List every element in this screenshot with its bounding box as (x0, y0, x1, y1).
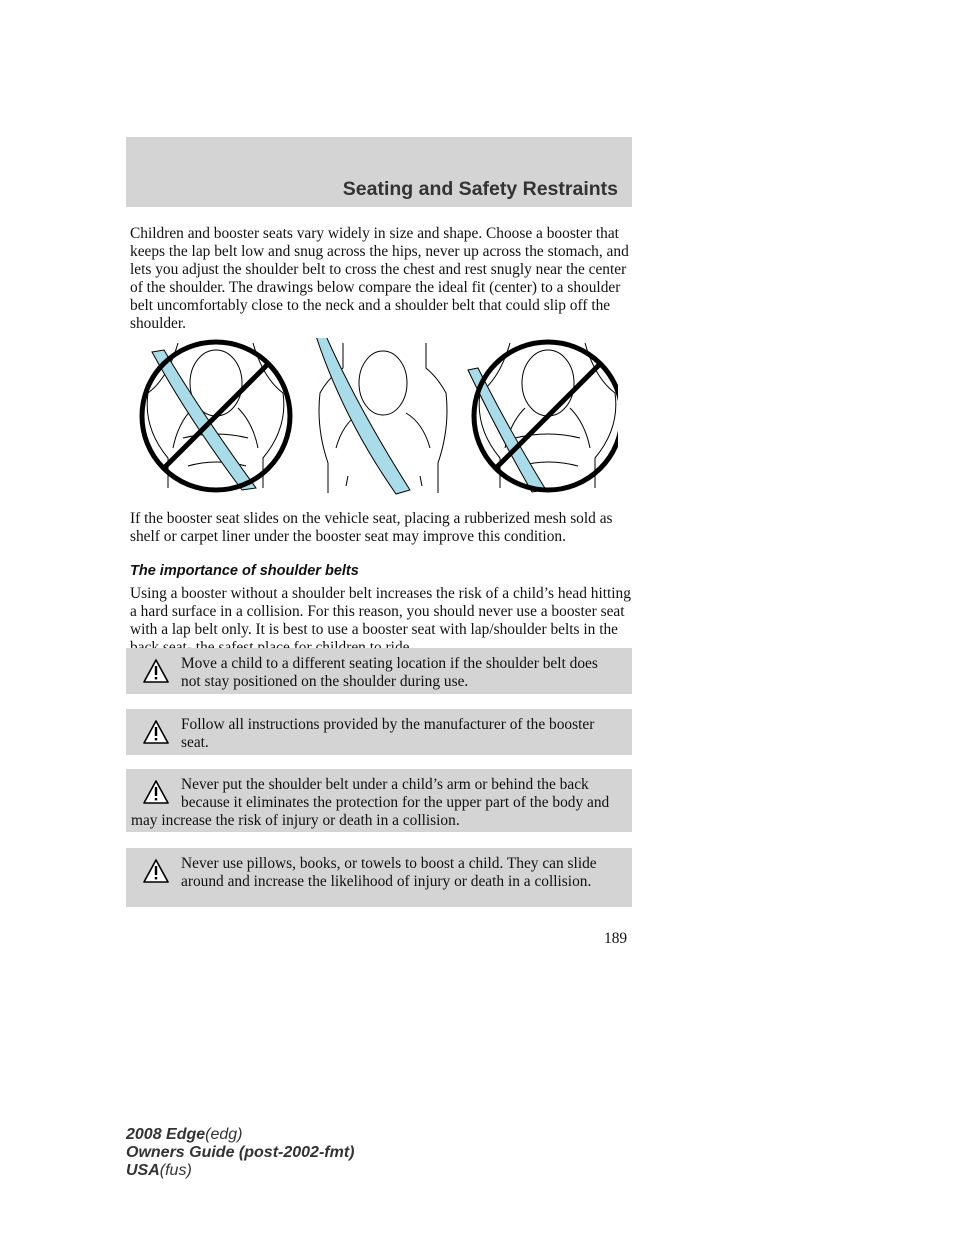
warning-box (126, 769, 632, 832)
warning-box (126, 848, 632, 907)
shoulder-belts-subheading: The importance of shoulder belts (130, 563, 359, 579)
warning-text: Follow all instructions provided by the manufacturer of the booster seat. (181, 716, 595, 751)
belt-fit-figure (138, 338, 618, 498)
intro-paragraph: Children and booster seats vary widely in size and shape. Choose a booster that keeps the lap belt low and snug across the hips, never up across the stomach, and lets you adjust the shoulder belt to cross the chest and rest snugly near the center of the shoulder. The drawings below compare the ideal fit (center) to a shoulder belt uncomfortably close to the neck and a shoulder belt that could slip off the shoulder. (130, 225, 629, 332)
shoulder-belts-paragraph: Using a booster without a shoulder belt increases the risk of a child’s head hitting a hard surface in a collision. For this reason, you should never use a booster seat with a lap belt only. It is best to use a booster seat with lap/shoulder belts in the (130, 585, 631, 638)
prohibited-icon (142, 342, 290, 490)
shoulder-belt-correct (316, 338, 410, 494)
warning-text: Move a child to a different seating location if the shoulder belt does not stay positioned on the shoulder during use. (181, 655, 598, 690)
warning-box (126, 709, 632, 755)
warning-triangle-icon (143, 780, 169, 804)
document-footer (126, 1126, 354, 1180)
warning-text: Never put the shoulder belt under a child’s arm or behind the back because it eliminates the protection for the upper part of the body and may increase the risk of injury or death in a collision. (131, 776, 610, 829)
section-title: Seating and Safety Restraints (342, 178, 618, 200)
page-number: 189 (604, 930, 628, 947)
footer-model: 2008 Edge (126, 1126, 206, 1143)
warning-triangle-icon (143, 859, 169, 883)
warning-box (126, 648, 632, 694)
footer-guide: Owners Guide (post-2002-fmt) (126, 1144, 355, 1161)
warning-triangle-icon (143, 659, 169, 683)
booster-slide-paragraph: If the booster seat slides on the vehicle seat, placing a rubberized mesh sold as shelf or carpet liner under the booster seat may improve this condition. (130, 510, 613, 545)
warning-triangle-icon (143, 720, 169, 744)
footer-market-code: (fus) (159, 1162, 192, 1179)
section-header-band (126, 137, 632, 207)
footer-model-code: (edg) (205, 1126, 243, 1143)
footer-market: USA (126, 1162, 160, 1179)
warning-text: Never use pillows, books, or towels to boost a child. They can slide around and increase the likelihood of injury or death in a collision. (181, 855, 597, 890)
